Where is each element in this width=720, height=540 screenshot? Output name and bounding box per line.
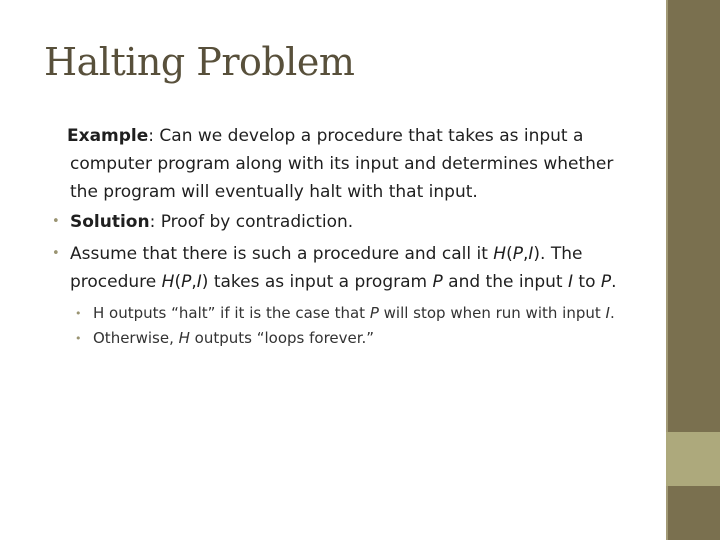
punct: . — [609, 304, 615, 322]
bullet-solution — [52, 208, 642, 236]
assume-text: Assume that there is such a procedure and call it — [70, 244, 494, 264]
bullet-icon: • — [52, 246, 60, 261]
punct: , — [522, 244, 529, 264]
solution-label: Solution — [70, 212, 150, 232]
assume-text: ). The procedure — [70, 244, 583, 292]
bullet-icon: • — [75, 332, 82, 345]
bullet-assume — [52, 240, 642, 296]
punct: ( — [506, 244, 513, 264]
var-p: P — [181, 272, 192, 292]
assume-text: and the input — [442, 272, 568, 292]
slide-content — [52, 122, 642, 350]
side-accent-block — [666, 432, 720, 486]
slide-title: Halting Problem — [44, 40, 355, 84]
bullet-icon: • — [75, 307, 82, 320]
var-p: P — [432, 272, 443, 292]
punct: ( — [174, 272, 182, 292]
var-i: I — [528, 244, 534, 264]
bullet-icon: • — [52, 214, 60, 229]
var-h: H — [178, 329, 190, 347]
example-label: Example — [67, 126, 149, 146]
var-h: H — [493, 244, 507, 264]
punct: . — [611, 272, 617, 292]
solution-text: : Proof by contradiction. — [149, 212, 354, 232]
sub-text: Otherwise, — [93, 329, 179, 347]
sub-bullet-halt — [52, 302, 642, 325]
sub-text: will stop when run with input — [378, 304, 606, 322]
var-h: H — [161, 272, 175, 292]
assume-text: to — [573, 272, 601, 292]
var-i: I — [567, 272, 573, 292]
intro-paragraph — [52, 122, 642, 206]
var-p: P — [512, 244, 523, 264]
punct: , — [191, 272, 197, 292]
sub-bullet-otherwise — [52, 327, 642, 350]
var-p: P — [600, 272, 612, 292]
sub-text: outputs “loops forever.” — [189, 329, 375, 347]
var-i: I — [605, 304, 610, 322]
intro-text: : Can we develop a procedure that takes as input a computer program along with its input and determines whether the program will eventually halt with that input. — [70, 126, 614, 202]
sub-text: H outputs “halt” if it is the case that — [93, 304, 370, 322]
assume-text: ) takes as input a program — [201, 272, 433, 292]
var-i: I — [196, 272, 202, 292]
var-p: P — [369, 304, 379, 322]
